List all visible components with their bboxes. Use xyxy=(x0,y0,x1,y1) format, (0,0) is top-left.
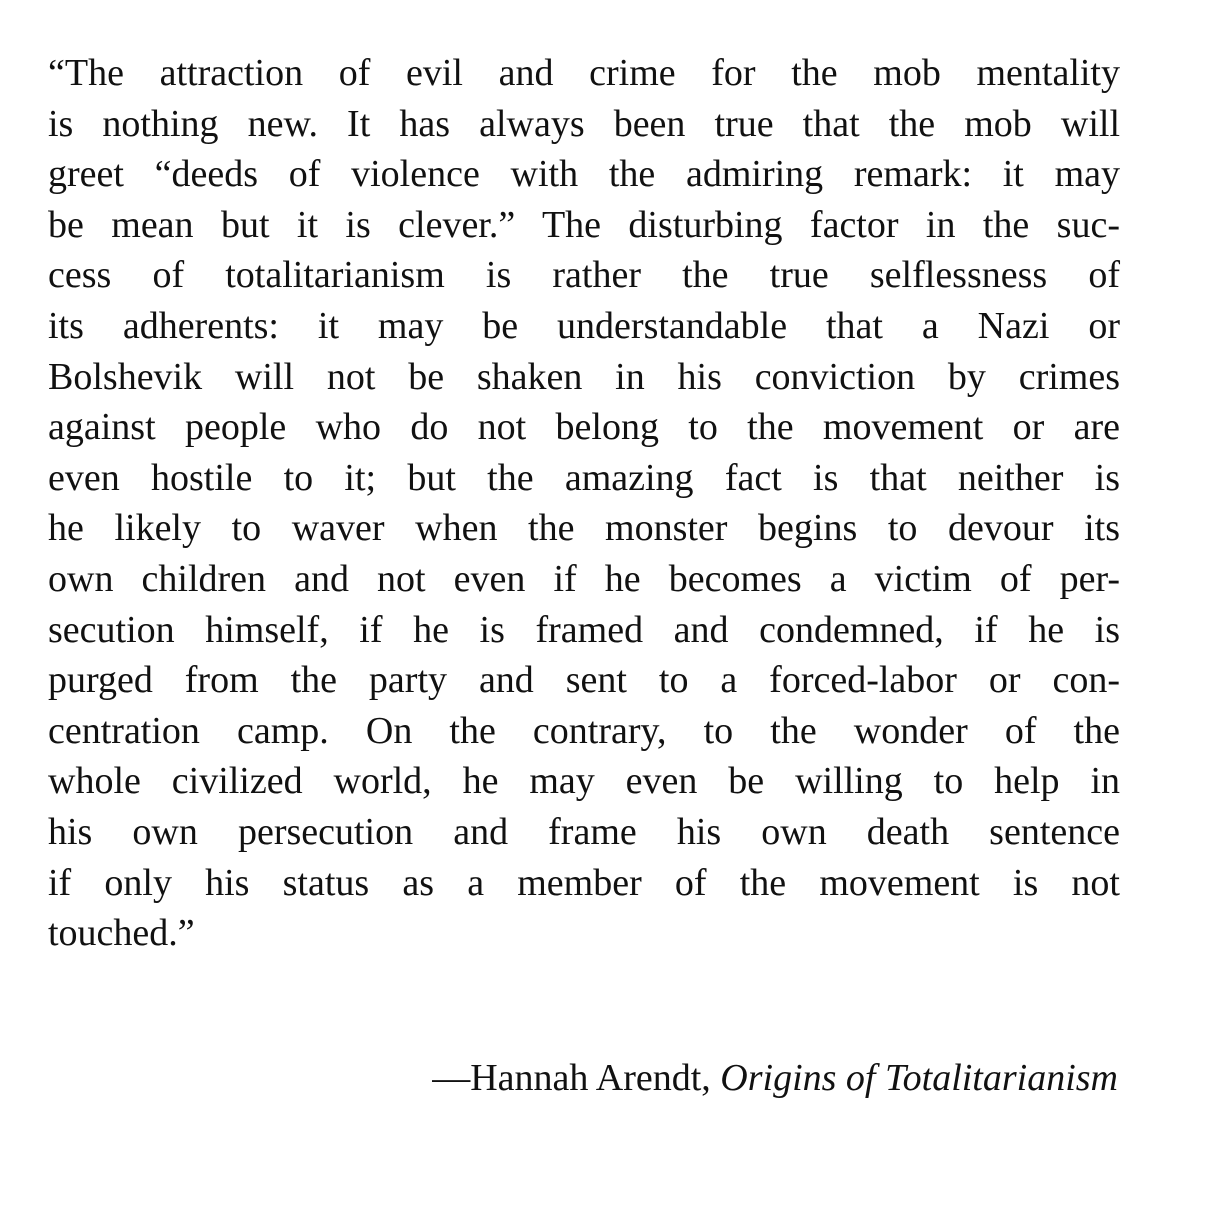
quote-line: centration camp. On the contrary, to the wonder of the xyxy=(48,709,1120,752)
attribution-author: —Hannah Arendt, xyxy=(432,1057,721,1099)
quote-line: cess of totalitarianism is rather the true selflessness of xyxy=(48,254,1120,297)
quote-line: if only his status as a member of the movement is not xyxy=(48,861,1120,904)
quote-line: own children and not even if he becomes a victim of per- xyxy=(48,557,1120,600)
quote-line: is nothing new. It has always been true that the mob will xyxy=(48,102,1120,145)
quote-line: even hostile to it; but the amazing fact is that neither is xyxy=(48,456,1120,499)
attribution xyxy=(432,1053,1118,1103)
quote-line-last: touched.” xyxy=(48,912,195,955)
quote-text xyxy=(48,48,1120,959)
quote-line: he likely to waver when the monster begins to devour its xyxy=(48,507,1120,550)
quote-line: “The attraction of evil and crime for the mob mentality xyxy=(48,52,1120,94)
quote-line: greet “deeds of violence with the admiring remark: it may xyxy=(48,153,1120,196)
quote-line: purged from the party and sent to a forced-labor or con- xyxy=(48,659,1120,702)
quote-line: be mean but it is clever.” The disturbing factor in the suc- xyxy=(48,203,1120,246)
quote-line: his own persecution and frame his own death sentence xyxy=(48,810,1120,853)
quote-line: Bolshevik will not be shaken in his conviction by crimes xyxy=(48,355,1120,398)
quote-line: whole civilized world, he may even be willing to help in xyxy=(48,760,1120,803)
quote-line: against people who do not belong to the movement or are xyxy=(48,406,1120,449)
quote-line: its adherents: it may be understandable that a Nazi or xyxy=(48,304,1120,347)
attribution-book-title: Origins of Totalitarianism xyxy=(720,1057,1118,1099)
quote-line: secution himself, if he is framed and condemned, if he is xyxy=(48,608,1120,651)
